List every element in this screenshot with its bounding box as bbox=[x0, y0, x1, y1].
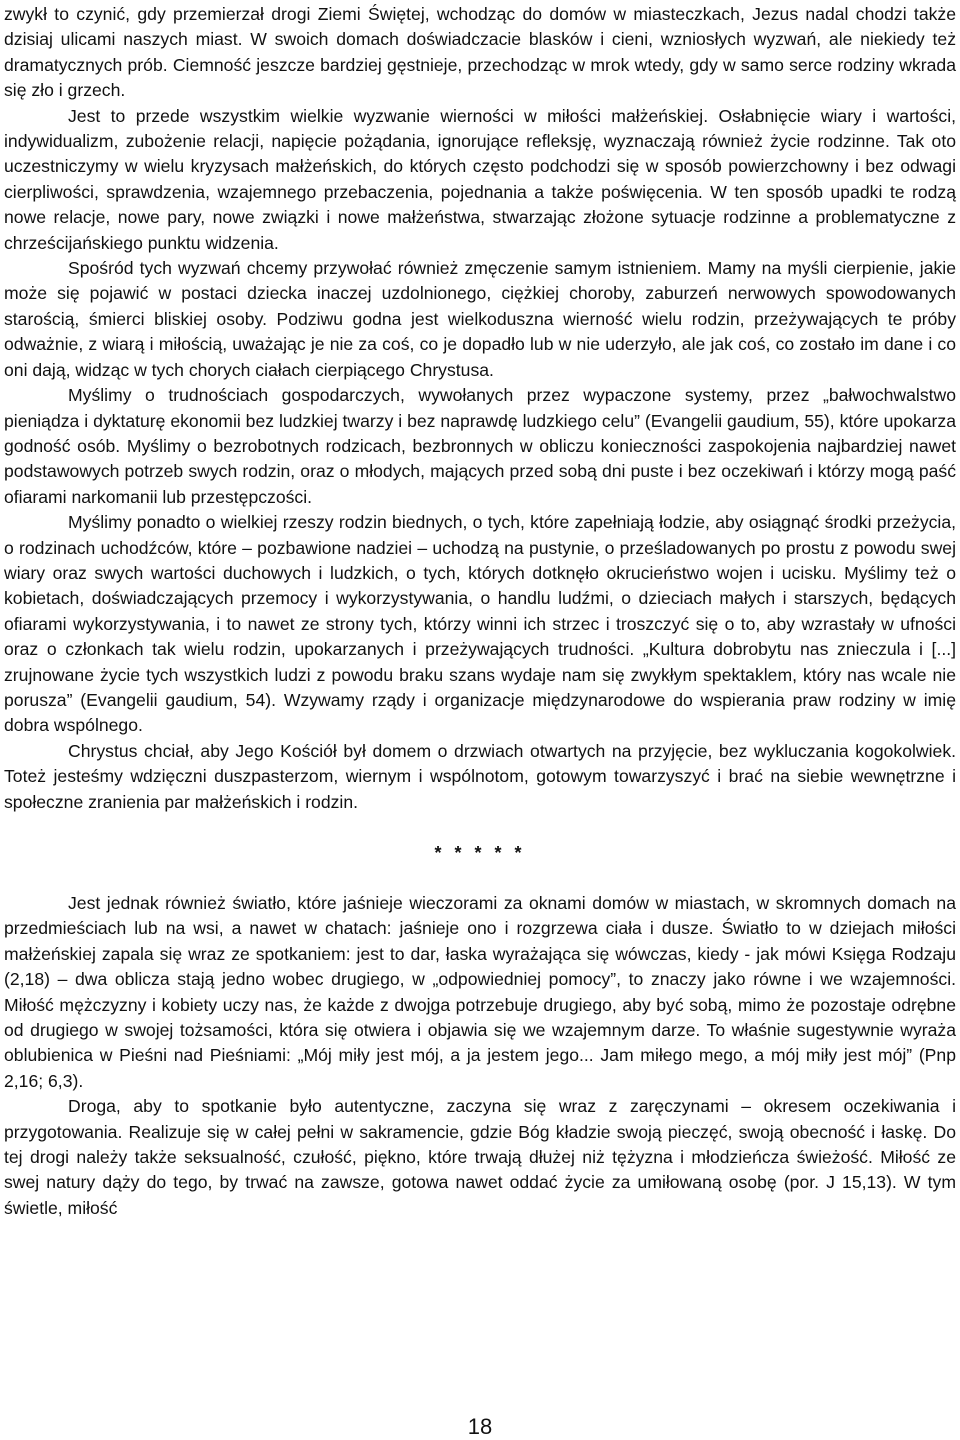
paragraph-economic-difficulties: Myślimy o trudnościach gospodarczych, wywołanych przez wypaczone systemy, przez „bałwochwalstwo pieniądza i dyktaturę ekonomii bez ludzkiej twarzy i bez naprawdę ludzkiego celu” (Evangelii gaudium, 55), które upokarza godność osób. Myślimy o bezrobotnych rodzicach, bezbronnych w obliczu konieczności zaspokojenia najbardziej nawet podstawowych potrzeb swych rodzin, oraz o młodych, mających przed sobą dni puste i bez oczekiwań i którzy mogą paść ofiarami narkomanii lub przestępczości. bbox=[4, 385, 956, 507]
paragraph-poor-families: Myślimy ponadto o wielkiej rzeszy rodzin biednych, o tych, które zapełniają łodzie, aby osiągnąć środki przeżycia, o rodzinach uchodźców, które – pozbawione nadziei – uchodzą na pustynie, o prześladowanych po prostu z powodu swej wiary oraz swych wartości duchowych i ludzkich, o tych, których dotknęło okrucieństwo wojen i ucisku. Myślimy też o kobietach, doświadczających przemocy i wykorzystywania, o handlu ludźmi, o dzieciach małych i starszych, będących ofiarami wykorzystywania, i to nawet ze strony tych, którzy winni ich strzec i troszczyć się o to, aby wzrastały w ufności oraz o członkach tak wielu rodzin, upokarzanych i przeżywających trudności. „Kultura dobrobytu nas znieczula i [...] zrujnowane życie tych wszystkich ludzi z powodu braku szans wydaje nam się zwykłym spektaklem, który nas wcale nie porusza” (Evangelii gaudium, 54). Wzywamy rządy i organizacje międzynarodowe do wspierania praw rodziny w imię dobra wspólnego. bbox=[4, 512, 956, 736]
document-page bbox=[4, 2, 956, 1221]
paragraph-light: Jest jednak również światło, które jaśnieje wieczorami za oknami domów w miastach, w skromnych domach na przedmieściach lub na wsi, a nawet w chatach: jaśnieje ono i rozgrzewa ciała i dusze. Światło to w dziejach miłości małżeńskiej zapala się wraz ze spotkaniem: jest to dar, łaska wyrażająca się wówczas, kiedy - jak mówi Księga Rodzaju (2,18) – dwa oblicza stają jedno wobec drugiego, w „odpowiedniej pomocy”, to znaczy jako równe i we wzajemności. Miłość mężczyzny i kobiety uczy nas, że każde z dwojga potrzebuje drugiego, aby być sobą, mimo że pozostaje odrębne od drugiego w swojej tożsamości, która się otwiera i objawia się we wzajemnym darze. To właśnie sugestywnie wyraża oblubienica w Pieśni nad Pieśniami: „Mój miły jest mój, a ja jestem jego... Jam miłego mego, a mój miły jest mój” (Pnp 2,16; 6,3). bbox=[4, 893, 956, 1091]
paragraph-engagement: Droga, aby to spotkanie było autentyczne, zaczyna się wraz z zaręczynami – okresem oczekiwania i przygotowania. Realizuje się w całej pełni w sakramencie, gdzie Bóg kładzie swoją pieczęć, swoją obecność i łaskę. Do tej drogi należy także seksualność, czułość, piękno, które trwają dłużej niż tężyzna i młodzieńcza świeżość. Miłość ze swej natury dąży do tego, by trwać na zawsze, gotowa nawet oddać życie za umiłowaną osobę (por. J 15,13). W tym świetle, miłość bbox=[4, 1096, 956, 1218]
paragraph-weariness: Spośród tych wyzwań chcemy przywołać również zmęczenie samym istnieniem. Mamy na myśli cierpienie, jakie może się pojawić w postaci dziecka inaczej uzdolnionego, ciężkiej choroby, zaburzeń nerwowych spowodowanych starością, śmierci bliskiej osoby. Podziwu godna jest wielkoduszna wierność wielu rodzin, przeżywających te próby odważnie, z wiarą i miłością, uważając je nie za coś, co je dopadło lub w nie uderzyło, ale jak coś, co zostało im dane i co oni dają, widząc w tych chorych ciałach cierpiącego Chrystusa. bbox=[4, 258, 956, 380]
paragraph-church-open-door: Chrystus chciał, aby Jego Kościół był domem o drzwiach otwartych na przyjęcie, bez wykluczania kogokolwiek. Toteż jesteśmy wdzięczni duszpasterzom, wiernym i wspólnotom, gotowym towarzyszyć i brać na siebie wewnętrzne i społeczne zranienia par małżeńskich i rodzin. bbox=[4, 740, 956, 812]
paragraph-continuation: zwykł to czynić, gdy przemierzał drogi Ziemi Świętej, wchodząc do domów w miasteczkach, Jezus nadal chodzi także dzisiaj ulicami naszych miast. W swoich domach doświadczacie blasków i cieni, wzniosłych wyzwań, ale niekiedy też dramatycznych prób. Ciemność jeszcze bardziej gęstnieje, przechodząc w mrok wtedy, gdy w samo serce rodziny wkrada się zło i grzech. bbox=[4, 4, 956, 101]
paragraph-marital-fidelity: Jest to przede wszystkim wielkie wyzwanie wierności w miłości małżeńskiej. Osłabnięcie wiary i wartości, indywidualizm, zubożenie relacji, napięcie pożądania, ignorujące refleksję, wyznaczają również życie rodzinne. Tak oto uczestniczymy w wielu kryzysach małżeńskich, do których często podchodzi się w sposób powierzchowny i bez odwagi cierpliwości, sprawdzenia, wzajemnego przebaczenia, pojednania a także poświęcenia. W ten sposób upadki te rodzą nowe relacje, nowe pary, nowe związki i nowe małżeństwa, stwarzając złożone sytuacje rodzinne a problematyczne z chrześcijańskiego punktu widzenia. bbox=[4, 105, 956, 253]
page-number: 18 bbox=[467, 1414, 493, 1439]
section-separator: * * * * * bbox=[434, 843, 526, 863]
